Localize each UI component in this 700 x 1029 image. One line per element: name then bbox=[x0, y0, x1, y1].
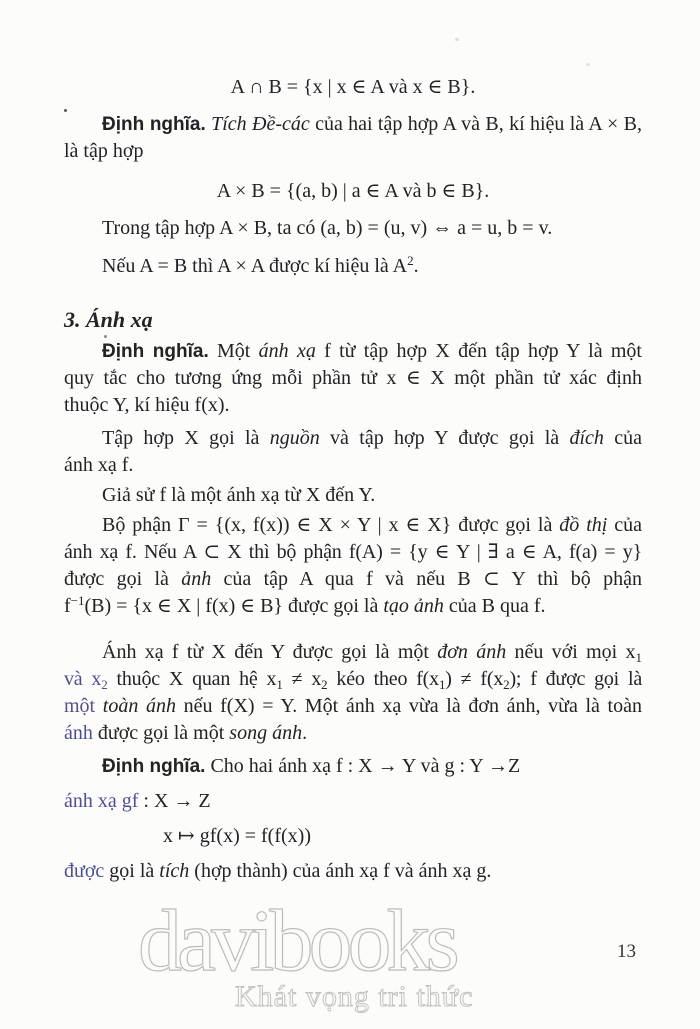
text-run: f bbox=[64, 595, 71, 617]
term-italic: nguồn bbox=[269, 427, 320, 449]
text-run: quy tắc cho tương ứng mỗi phần tử x ∈ X một phần tử xác định bbox=[64, 367, 642, 389]
text-run: nếu f(X) = Y. Một ánh xạ vừa là đơn ánh, vừa là toàn bbox=[175, 695, 642, 717]
text-run: ) ≠ f(x bbox=[445, 668, 504, 690]
text-run: được bbox=[64, 860, 105, 882]
text-run: một bbox=[64, 695, 103, 717]
paragraph-composition-map bbox=[64, 788, 642, 815]
paragraph-mapping-definition bbox=[64, 338, 642, 419]
term-italic: đích bbox=[569, 427, 604, 449]
text-line bbox=[64, 566, 642, 593]
scan-speck bbox=[455, 38, 459, 41]
definition-label: Định nghĩa. bbox=[102, 341, 209, 362]
term-italic: tích bbox=[159, 860, 190, 882]
text-run: . bbox=[413, 255, 419, 277]
paragraph-graph-image bbox=[64, 512, 642, 620]
text-run: của tập A qua f và nếu B ⊂ Y thì bộ phận bbox=[211, 568, 642, 590]
text-line bbox=[64, 392, 642, 419]
text-line bbox=[64, 720, 642, 747]
text-run: được gọi là bbox=[64, 568, 182, 590]
term-italic: đồ thị bbox=[559, 514, 608, 536]
text-run: của B qua f. bbox=[443, 595, 546, 617]
paragraph-composition-name bbox=[64, 858, 642, 885]
term-italic: song ánh bbox=[229, 722, 303, 744]
text-run: f từ tập hợp X đến tập hợp Y là một bbox=[315, 340, 642, 362]
text-run: ≠ x bbox=[282, 668, 322, 690]
paragraph-suppose bbox=[64, 482, 642, 509]
text-run: và tập hợp Y được gọi là bbox=[319, 427, 570, 449]
definition-term: Tích Đề-các bbox=[205, 113, 310, 135]
text-run: Một bbox=[208, 340, 259, 362]
text-run: Nếu A = B thì A × A được kí hiệu là A bbox=[102, 255, 408, 277]
term-italic: ảnh bbox=[181, 568, 212, 590]
subscript: 1 bbox=[438, 677, 446, 692]
text-line bbox=[64, 365, 642, 392]
text-run: kéo theo f(x bbox=[327, 668, 439, 690]
text-run: được gọi là một bbox=[92, 722, 230, 744]
formula-text: A ∩ B = {x | x ∈ A và x ∈ B}. bbox=[230, 76, 476, 98]
term-italic: tạo ảnh bbox=[383, 595, 444, 617]
text-line bbox=[64, 593, 642, 620]
subscript: 2 bbox=[101, 677, 108, 692]
paragraph-cartesian-definition bbox=[64, 111, 642, 165]
text-run: của hai tập hợp A và B, kí hiệu là A × B, bbox=[309, 113, 643, 135]
text-run: là tập hợp bbox=[64, 140, 144, 162]
text-line bbox=[64, 425, 642, 452]
text-line bbox=[64, 452, 642, 479]
heading-text: 3. Ánh xạ bbox=[64, 307, 153, 332]
superscript: 2 bbox=[407, 253, 414, 268]
definition-term: ánh xạ bbox=[258, 340, 316, 362]
page-content bbox=[64, 74, 642, 885]
definition-label: Định nghĩa. bbox=[102, 756, 206, 777]
superscript: −1 bbox=[70, 593, 85, 608]
subscript: 1 bbox=[276, 677, 283, 692]
text-line bbox=[64, 111, 642, 138]
text-line bbox=[64, 512, 642, 539]
term-italic: toàn ánh bbox=[102, 695, 176, 717]
text-line bbox=[64, 639, 642, 666]
text-run: Trong tập hợp A × B, ta có (a, b) = (u, v) ⇔ a = u, b = v. bbox=[102, 217, 553, 239]
text-run: Tập hợp X gọi là bbox=[102, 427, 270, 449]
paragraph-source-target bbox=[64, 425, 642, 479]
paragraph-a-squared bbox=[64, 253, 642, 280]
text-run: : X → Z bbox=[138, 790, 211, 812]
text-line bbox=[64, 693, 642, 720]
text-run: thuộc X quan hệ x bbox=[107, 668, 277, 690]
text-run: . bbox=[302, 722, 308, 744]
term-italic: đơn ánh bbox=[437, 641, 507, 663]
paragraph-pair-equality bbox=[64, 215, 642, 242]
subscript: 2 bbox=[503, 677, 510, 692]
subscript: 2 bbox=[321, 677, 328, 692]
text-run: Giả sử f là một ánh xạ từ X đến Y. bbox=[102, 484, 376, 506]
text-run: của bbox=[607, 514, 642, 536]
formula-intersection bbox=[64, 74, 642, 101]
formula-text: A × B = {(a, b) | a ∈ A và b ∈ B}. bbox=[216, 180, 490, 202]
text-run: của bbox=[603, 427, 642, 449]
definition-label: Định nghĩa. bbox=[102, 114, 206, 135]
text-run: ánh xạ f. Nếu A ⊂ X thì bộ phận f(A) = {y ∈ Y | ∃ a ∈ A, f(a) = y} bbox=[64, 541, 642, 563]
text-run: ánh bbox=[64, 722, 93, 744]
text-line bbox=[64, 666, 642, 693]
text-run: (hợp thành) của ánh xạ f và ánh xạ g. bbox=[189, 860, 492, 882]
text-run: ánh xạ gf bbox=[64, 790, 139, 812]
text-run: Cho hai ánh xạ f : X → Y và g : Y →Z bbox=[205, 755, 521, 777]
text-run: (B) = {x ∈ X | f(x) ∈ B} được gọi là bbox=[84, 595, 384, 617]
text-run: Bộ phận Γ = {(x, f(x)) ∈ X × Y | x ∈ X} được gọi là bbox=[102, 514, 560, 536]
text-run: Ánh xạ f từ X đến Y được gọi là một bbox=[102, 641, 438, 663]
page-number: 13 bbox=[617, 941, 636, 962]
formula-composition bbox=[64, 823, 642, 850]
scan-speck bbox=[586, 63, 590, 66]
formula-text: x ↦ gf(x) = f(f(x)) bbox=[163, 825, 311, 847]
paragraph-injection-surjection bbox=[64, 639, 642, 747]
formula-cartesian-product bbox=[64, 178, 642, 205]
text-run: thuộc Y, kí hiệu f(x). bbox=[64, 394, 230, 416]
text-run: gọi là bbox=[104, 860, 160, 882]
paragraph-composition-definition bbox=[64, 753, 642, 780]
text-line bbox=[64, 338, 642, 365]
text-run: và x bbox=[64, 668, 102, 690]
text-line bbox=[64, 539, 642, 566]
text-run: ánh xạ f. bbox=[64, 454, 134, 476]
watermark-slogan: Khát vọng tri thức bbox=[235, 980, 474, 1013]
subscript: 1 bbox=[635, 650, 642, 665]
text-run: ); f được gọi là bbox=[509, 668, 643, 690]
text-line bbox=[64, 138, 642, 165]
text-run: nếu với mọi x bbox=[506, 641, 636, 663]
section-heading bbox=[64, 305, 642, 335]
watermark-brand: davibooks bbox=[138, 893, 455, 990]
